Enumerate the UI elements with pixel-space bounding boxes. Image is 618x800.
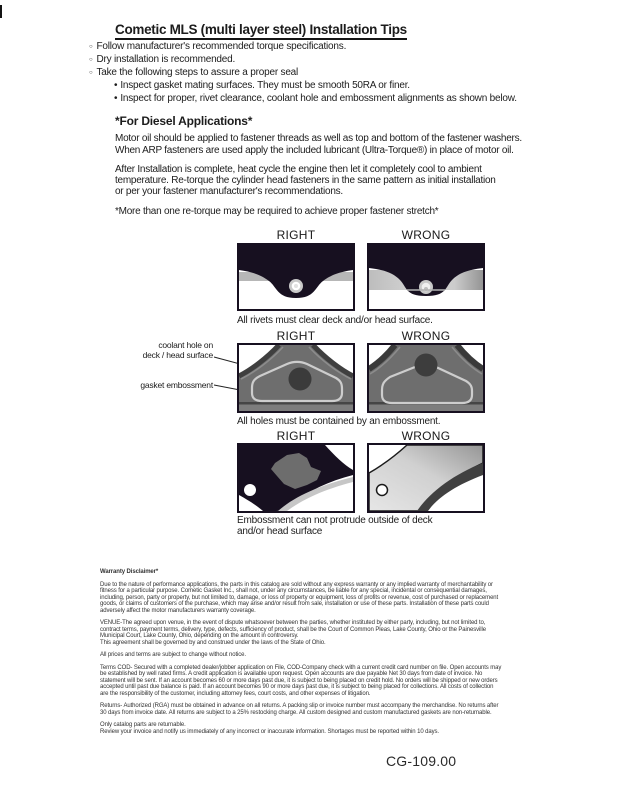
row1-caption: All rivets must clear deck and/or head surface. [237, 315, 433, 326]
diagram-protrude-wrong [367, 443, 485, 518]
coolant-hole-label-line: coolant hole on [158, 340, 213, 350]
returns-paragraph: Returns- Authorized (RGA) must be obtained in advance on all returns. A packing slip or invoice number must accompany the merchandise. No returns after 30 days from invoice date. All returns are subject to a 25% restocking charge. All custom designed and custom manufactured gaskets are non-returnable. [100, 703, 499, 716]
diesel-para1-line: Motor oil should be applied to fastener threads as well as top and bottom of the fastener washers. [115, 133, 522, 144]
tip-bullet [89, 41, 346, 52]
coolant-hole-label [95, 340, 213, 360]
gasket-embossment-label: gasket embossment [140, 380, 213, 390]
venue-paragraph: VENUE-The agreed upon venue, in the event of dispute whatsoever between the parties, whether instituted by either party, including, but not limited to, contract terms, payment terms, delivery, type, defects, sufficiency of product, shall be the Court of Common Pleas, Lake County, Ohio or the Painesville Municipal Court, Lake County, Ohio, depending on the amount in controversy. This agreement shall be governed by and construed under the laws of the State of Ohio. [100, 620, 486, 646]
warranty-heading: Warranty Disclaimer* [100, 569, 159, 575]
prices-line: All prices and terms are subject to change without notice. [100, 652, 246, 658]
diesel-para2-line: After Installation is complete, heat cycle the engine then let it completely cool to ambient [115, 164, 482, 175]
diesel-para2-line: or per your fastener manufacturer's recommendations. [115, 186, 343, 197]
page-edge-mark [0, 5, 2, 18]
coolant-hole-label-line: deck / head surface [142, 350, 213, 360]
diagram-rivet-wrong [367, 243, 485, 316]
diesel-heading: *For Diesel Applications* [115, 114, 253, 128]
tip-text: Inspect for proper, rivet clearance, coolant hole and embossment alignments as shown below. [120, 93, 517, 104]
wrong-label: WRONG [401, 228, 451, 242]
tip-text: Dry installation is recommended. [96, 54, 236, 65]
diesel-para1-line: When ARP fasteners are used apply the included lubricant (Ultra-Torque®) in place of motor oil. [115, 145, 514, 156]
row3-caption-line: Embossment can not protrude outside of deck [237, 515, 433, 526]
right-label: RIGHT [276, 329, 316, 343]
tip-sub-bullet [114, 80, 410, 91]
warranty-paragraph: Due to the nature of performance applications, the parts in this catalog are sold without any express warranty or any implied warranty of merchantability or fitness for a particular purpose. Cometic Gasket Inc., shall not, under any circumstances, be liable for any special, incidental or consequential damages, including, person, party or property, but not limited to, damage, or loss of property or equipment, loss of profits or revenue, cost of purchased or replacement goods, or claims of customers of the purchase, which may arise and/or result from sale, installation or use of these parts. Installation of these parts could adversely affect the motor manufacturers warranty coverage. [100, 581, 499, 614]
tip-text: Inspect gasket mating surfaces. They must be smooth 50RA or finer. [120, 80, 410, 91]
page-number: CG-109.00 [386, 753, 457, 769]
closing-paragraph: Only catalog parts are returnable. Review your invoice and notify us immediately of any incorrect or inaccurate information. Shortages must be reported within 10 days. [100, 722, 439, 735]
wrong-label: WRONG [401, 329, 451, 343]
row2-caption: All holes must be contained by an embossment. [237, 416, 441, 427]
wrong-label: WRONG [401, 429, 451, 443]
tip-bullet [89, 54, 235, 65]
tip-text: Take the following steps to assure a proper seal [96, 67, 299, 78]
warranty-disclaimer-block [100, 569, 536, 741]
diagram-protrude-right [237, 443, 355, 518]
tip-text: Follow manufacturer's recommended torque specifications. [96, 41, 347, 52]
right-label: RIGHT [276, 228, 316, 242]
row3-caption-line: and/or head surface [237, 526, 323, 537]
tip-bullet [89, 67, 298, 78]
page-title: Cometic MLS (multi layer steel) Installation Tips [115, 22, 407, 40]
right-label: RIGHT [276, 429, 316, 443]
tip-sub-bullet [114, 93, 517, 104]
retorque-note: *More than one re-torque may be required to achieve proper fastener stretch* [115, 206, 439, 217]
diesel-para2-line: temperature. Re-torque the cylinder head fasteners in the same pattern as initial installation [115, 175, 496, 186]
terms-paragraph: Terms COD- Secured with a completed dealer/jobber application on File, COD-Company check with a current credit card number on file. Open accounts may be established by well rated firms. A credit application is available upon request. Open accounts are due payable Net 30 days from date of invoice. No statement will be sent. If an account becomes 60 or more days past due, it is subject to being placed on credit hold. No orders will be shipped or new orders accepted until past due balance is paid. If an account becomes 90 or more days past due, it is subject to being placed for collections. All costs of collection are the responsibility of the customer, including attorney fees, court costs, and other expenses of litigation. [100, 664, 502, 697]
diagram-hole-wrong [367, 343, 485, 418]
diagram-hole-right [237, 343, 355, 418]
diagram-rivet-right [237, 243, 355, 316]
